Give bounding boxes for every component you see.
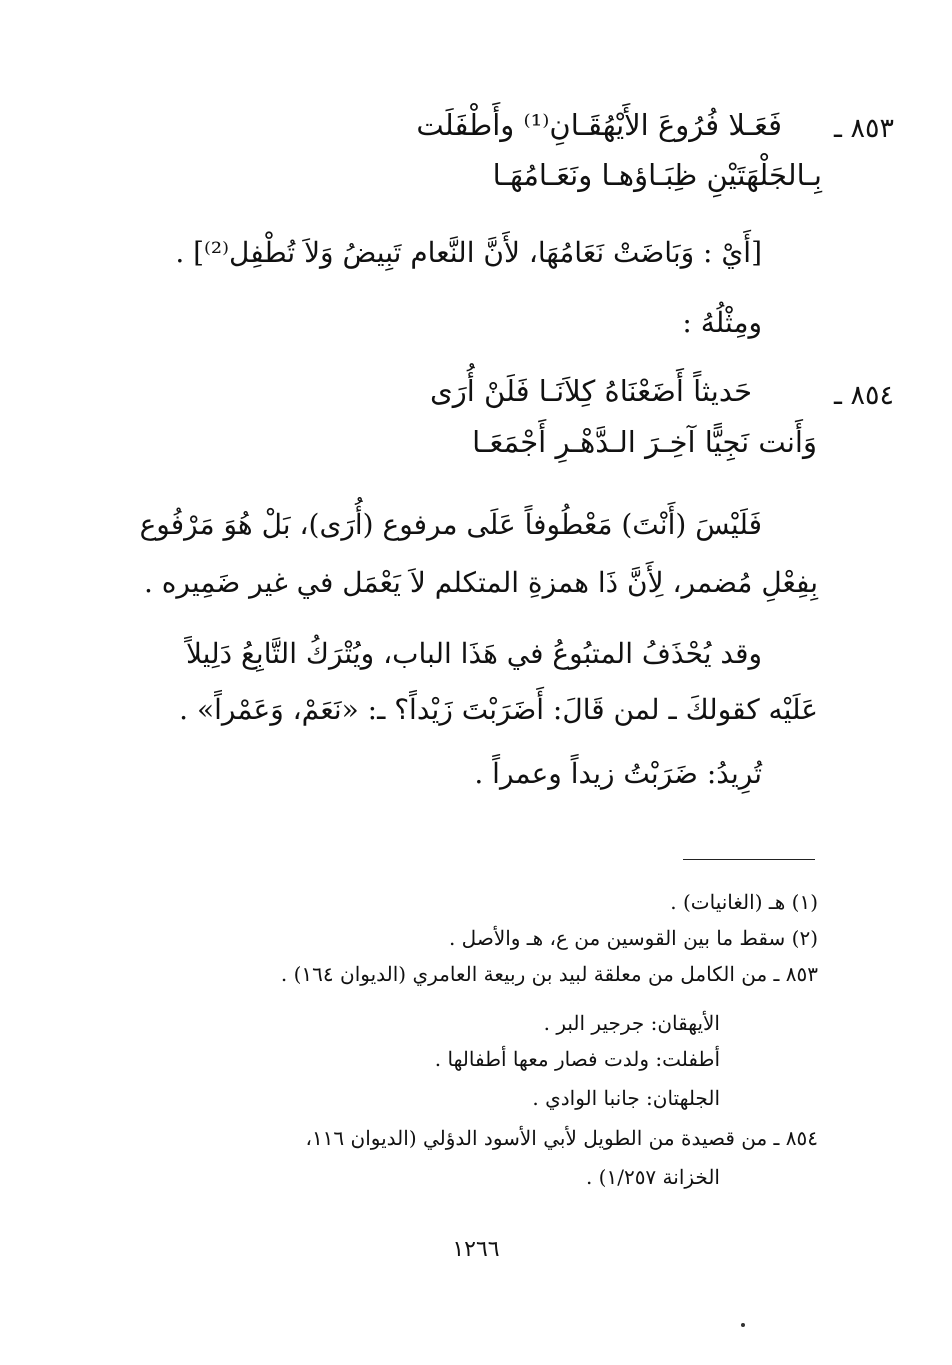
verse-number: ٨٥٤ ـ xyxy=(833,380,894,411)
footnote-separator xyxy=(683,859,815,860)
paragraph-line: فَلَيْسَ (أَنْتَ) مَعْطُوفاً عَلَى مرفوع (أُرَى)، بَلْ هُوَ مَرْفُوع xyxy=(139,508,762,541)
footnote-line: أطفلت: ولدت فصار معها أطفالها . xyxy=(434,1047,720,1071)
paragraph-line: عَلَيْه كقولكَ ـ لمن قَالَ: أَضَرَبْتَ زَيْداً؟ ـ: «نَعَمْ، وَعَمْراً» . xyxy=(179,693,818,726)
verse-first-hemistich: فَعَـلا فُرُوعَ الأَيْهُقَـانِ⁽¹⁾ وأَطْفَلَت xyxy=(416,108,782,142)
footnote-line: الأيهقان: جرجير البر . xyxy=(543,1011,720,1035)
footnote-line: الجلهتان: جانبا الوادي . xyxy=(532,1086,720,1110)
footnote-line: (١) هـ (الغانيات) . xyxy=(670,890,818,914)
paragraph-line: بِفِعْلِ مُضمر، لِأَنَّ ذَا همزةِ المتكلم لاَ يَعْمَل في غير ضَمِيره . xyxy=(143,566,818,599)
footnote-line: ٨٥٣ ـ من الكامل من معلقة لبيد بن ربيعة العامري (الديوان ١٦٤) . xyxy=(280,962,818,986)
print-speck xyxy=(741,1323,745,1327)
footnote-line: (٢) سقط ما بين القوسين من ع، هـ والأصل . xyxy=(448,926,818,950)
explanation-line: [أَيْ : وَبَاضَتْ نَعَامُهَا، لأَنَّ النَّعام تَبِيضُ وَلاَ تُطْفِل⁽²⁾] . xyxy=(175,236,762,269)
paragraph-line: وقد يُحْذَفُ المتبُوعُ في هَذَا الباب، ويُتْرَكُ التَّابِعُ دَلِيلاً xyxy=(185,637,762,670)
verse-second-hemistich: بِـالجَلْهَتَيْنِ ظِبَـاؤهـا ونَعَـامُهَـا xyxy=(492,158,822,192)
paragraph-line: تُرِيدُ: ضَرَبْتُ زيداً وعمراً . xyxy=(474,757,762,790)
page-number: ١٢٦٦ xyxy=(452,1237,500,1262)
verse-first-hemistich: حَديثاً أَضَعْنَاهُ كِلاَنَـا فَلَنْ أُرَى xyxy=(430,374,752,408)
verse-second-hemistich: وَأَنت نَجِيًّا آخِـرَ الـدَّهْـرِ أَجْمَعَـا xyxy=(472,425,817,459)
footnote-line: ٨٥٤ ـ من قصيدة من الطويل لأبي الأسود الدؤلي (الديوان ١١٦، xyxy=(305,1126,818,1150)
example-intro: ومِثْلُهُ : xyxy=(682,306,762,339)
footnote-line: الخزانة ١/٢٥٧) . xyxy=(585,1165,720,1189)
verse-number: ٨٥٣ ـ xyxy=(833,113,894,144)
